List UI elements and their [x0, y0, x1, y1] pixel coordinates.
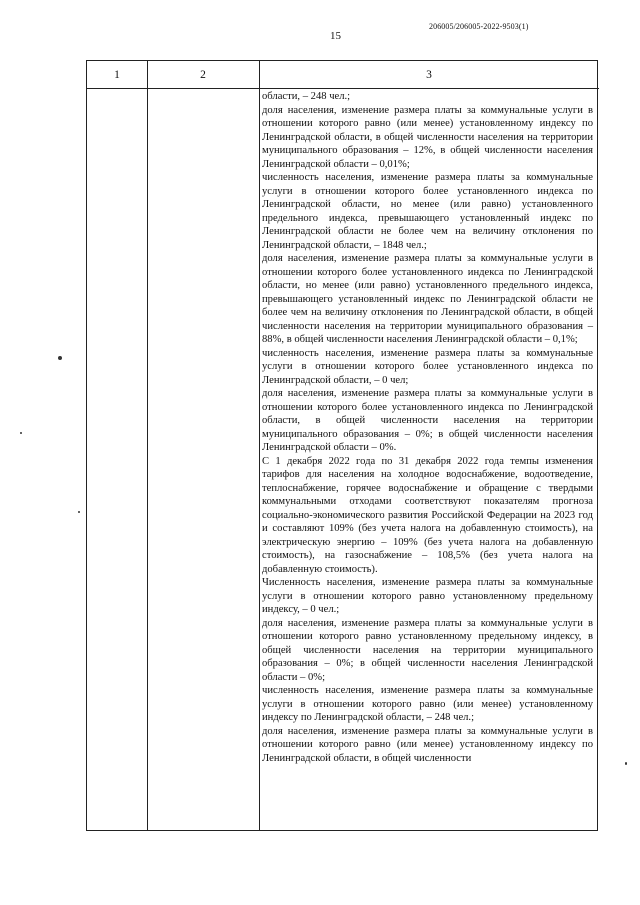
paragraph: доля населения, изменение размера платы за коммунальные услуги в отношении которого равно (или менее) установленному индексу по Ленинградской области, в общей численности	[262, 725, 593, 764]
column-divider	[147, 61, 148, 830]
paragraph: доля населения, изменение размера платы за коммунальные услуги в отношении которого равно установленному предельному индексу, в общей численности населения на территории муниципального образования – 0%; в общей численности населения Ленинградской области – 0%;	[262, 617, 593, 683]
document-table	[86, 60, 598, 831]
scan-dot-mark	[58, 356, 62, 360]
page-number: 15	[330, 30, 341, 42]
paragraph: С 1 декабря 2022 года по 31 декабря 2022 года темпы изменения тарифов для населения на холодное водоснабжение, водоотведение, теплоснабжение, горячее водоснабжение и обращение с твердыми коммунальными отходами соответствуют показателям прогноза социально-экономического развития Российской Федерации на 2023 год и составляют 109% (без учета налога на добавленную стоимость), на электрическую энергию – 109% (без учета налога на добавленную стоимость), на газоснабжение – 108,5% (без учета налога на добавленную стоимость).	[262, 455, 593, 575]
paragraph: численность населения, изменение размера платы за коммунальные услуги в отношении которого более установленного индекса по Ленинградской области, – 0 чел;	[262, 347, 593, 386]
scan-dot-mark	[20, 432, 22, 434]
paragraph: численность населения, изменение размера платы за коммунальные услуги в отношении которого более установленного индекса по Ленинградской области, но менее (или равно) установленного предельного индекса, превышающего установленный индекс по Ленинградской области не более чем на величину отклонения по Ленинградской области, – 1848 чел.;	[262, 172, 593, 251]
column-header-1: 1	[87, 61, 147, 89]
paragraph: доля населения, изменение размера платы за коммунальные услуги в отношении которого более установленного индекса по Ленинградской области, но менее (или равно) установленного предельного индекса, превышающего установленный индекс по Ленинградской области не более чем на величину отклонения по Ленинградской области, в общей численности населения на территории муниципального образования – 88%, в общей численности населения Ленинградской области – 0,1%;	[262, 253, 593, 345]
scan-dot-mark	[78, 511, 80, 513]
paragraph: численность населения, изменение размера платы за коммунальные услуги в отношении которого равно (или менее) установленному индексу по Ленинградской области, – 248 чел.;	[262, 685, 593, 723]
paragraph: Численность населения, изменение размера платы за коммунальные услуги в отношении которого равно установленному предельному индексу, – 0 чел.;	[262, 577, 593, 615]
scan-dot-mark	[625, 762, 627, 765]
paragraph: доля населения, изменение размера платы за коммунальные услуги в отношении которого равно (или менее) установленному индексу по Ленинградской области, в общей численности населения на территории муниципального образования – 12%, в общей численности населения Ленинградской области – 0,01%;	[262, 104, 593, 170]
column-3-text-cell	[259, 89, 597, 765]
column-header-3: 3	[259, 61, 599, 89]
document-code: 206005/206005-2022-9503(1)	[429, 22, 529, 31]
paragraph: области, – 248 чел.;	[262, 91, 351, 102]
column-header-2: 2	[147, 61, 259, 89]
paragraph: доля населения, изменение размера платы за коммунальные услуги в отношении которого более установленного индекса по Ленинградской области, в общей численности населения на территории муниципального образования – 0%; в общей численности населения Ленинградской области – 0%.	[262, 388, 593, 453]
